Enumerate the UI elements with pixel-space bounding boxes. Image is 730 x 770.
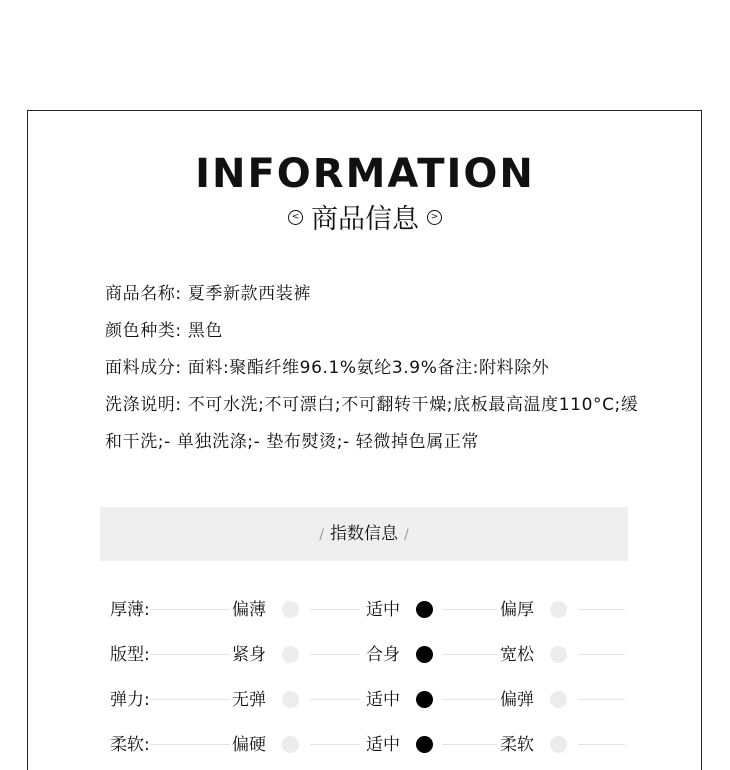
index-info-banner	[100, 507, 628, 561]
row-divider	[150, 654, 230, 655]
index-option: 无弹	[232, 690, 266, 710]
row-divider	[310, 609, 360, 610]
index-dot-selected	[416, 691, 433, 708]
row-divider	[310, 699, 360, 700]
title-chinese-text: 商品信息	[311, 204, 419, 235]
index-table	[110, 588, 625, 768]
index-label: 版型:	[110, 645, 150, 665]
info-label: 洗涤说明:	[105, 395, 182, 415]
index-option: 适中	[366, 735, 400, 755]
info-value: 黑色	[187, 321, 223, 341]
index-option: 偏薄	[232, 600, 266, 620]
info-row-material	[105, 350, 650, 387]
row-divider	[442, 609, 497, 610]
index-option: 偏厚	[500, 600, 534, 620]
index-option: 适中	[366, 600, 400, 620]
title-english: INFORMATION	[195, 151, 535, 197]
info-label: 商品名称:	[105, 284, 182, 304]
index-dot	[282, 646, 299, 663]
index-option: 合身	[366, 645, 400, 665]
row-divider	[578, 654, 625, 655]
slash-right: /	[404, 527, 409, 543]
slash-left: /	[319, 527, 324, 543]
info-row-name	[105, 276, 650, 313]
index-row	[110, 678, 625, 723]
index-option: 偏弹	[500, 690, 534, 710]
index-dot	[550, 601, 567, 618]
row-divider	[150, 699, 230, 700]
index-row	[110, 633, 625, 678]
info-row-color	[105, 313, 650, 350]
row-divider	[442, 654, 497, 655]
index-dot	[282, 736, 299, 753]
index-dot-selected	[416, 646, 433, 663]
index-dot-selected	[416, 601, 433, 618]
row-divider	[310, 744, 360, 745]
row-divider	[578, 744, 625, 745]
info-label: 面料成分:	[105, 358, 182, 378]
index-dot	[550, 646, 567, 663]
index-option: 宽松	[500, 645, 534, 665]
index-row	[110, 588, 625, 633]
row-divider	[578, 609, 625, 610]
index-row	[110, 723, 625, 768]
row-divider	[310, 654, 360, 655]
info-label: 颜色种类:	[105, 321, 182, 341]
index-option: 适中	[366, 690, 400, 710]
index-label: 弹力:	[110, 690, 150, 710]
index-dot	[282, 691, 299, 708]
index-label: 厚薄:	[110, 600, 150, 620]
banner-title: 指数信息	[330, 524, 398, 544]
index-dot-selected	[416, 736, 433, 753]
row-divider	[150, 744, 230, 745]
index-dot	[550, 736, 567, 753]
circle-left-arrow-icon: <	[288, 210, 303, 225]
info-value: 不可水洗;不可漂白;不可翻转干燥;底板最高温度110°C;缓和干洗;- 单独洗涤;- 垫布熨烫;- 轻微掉色属正常	[105, 395, 639, 452]
index-dot	[282, 601, 299, 618]
info-value: 夏季新款西装裤	[187, 284, 311, 304]
title-chinese	[0, 201, 730, 239]
index-option: 紧身	[232, 645, 266, 665]
index-option: 柔软	[500, 735, 534, 755]
index-label: 柔软:	[110, 735, 150, 755]
row-divider	[442, 744, 497, 745]
index-dot	[550, 691, 567, 708]
info-row-washing	[105, 387, 650, 461]
index-option: 偏硬	[232, 735, 266, 755]
info-value: 面料:聚酯纤维96.1%氨纶3.9%备注:附料除外	[187, 358, 550, 378]
row-divider	[578, 699, 625, 700]
row-divider	[442, 699, 497, 700]
circle-right-arrow-icon: >	[427, 210, 442, 225]
product-info-list	[105, 276, 650, 461]
row-divider	[150, 609, 230, 610]
